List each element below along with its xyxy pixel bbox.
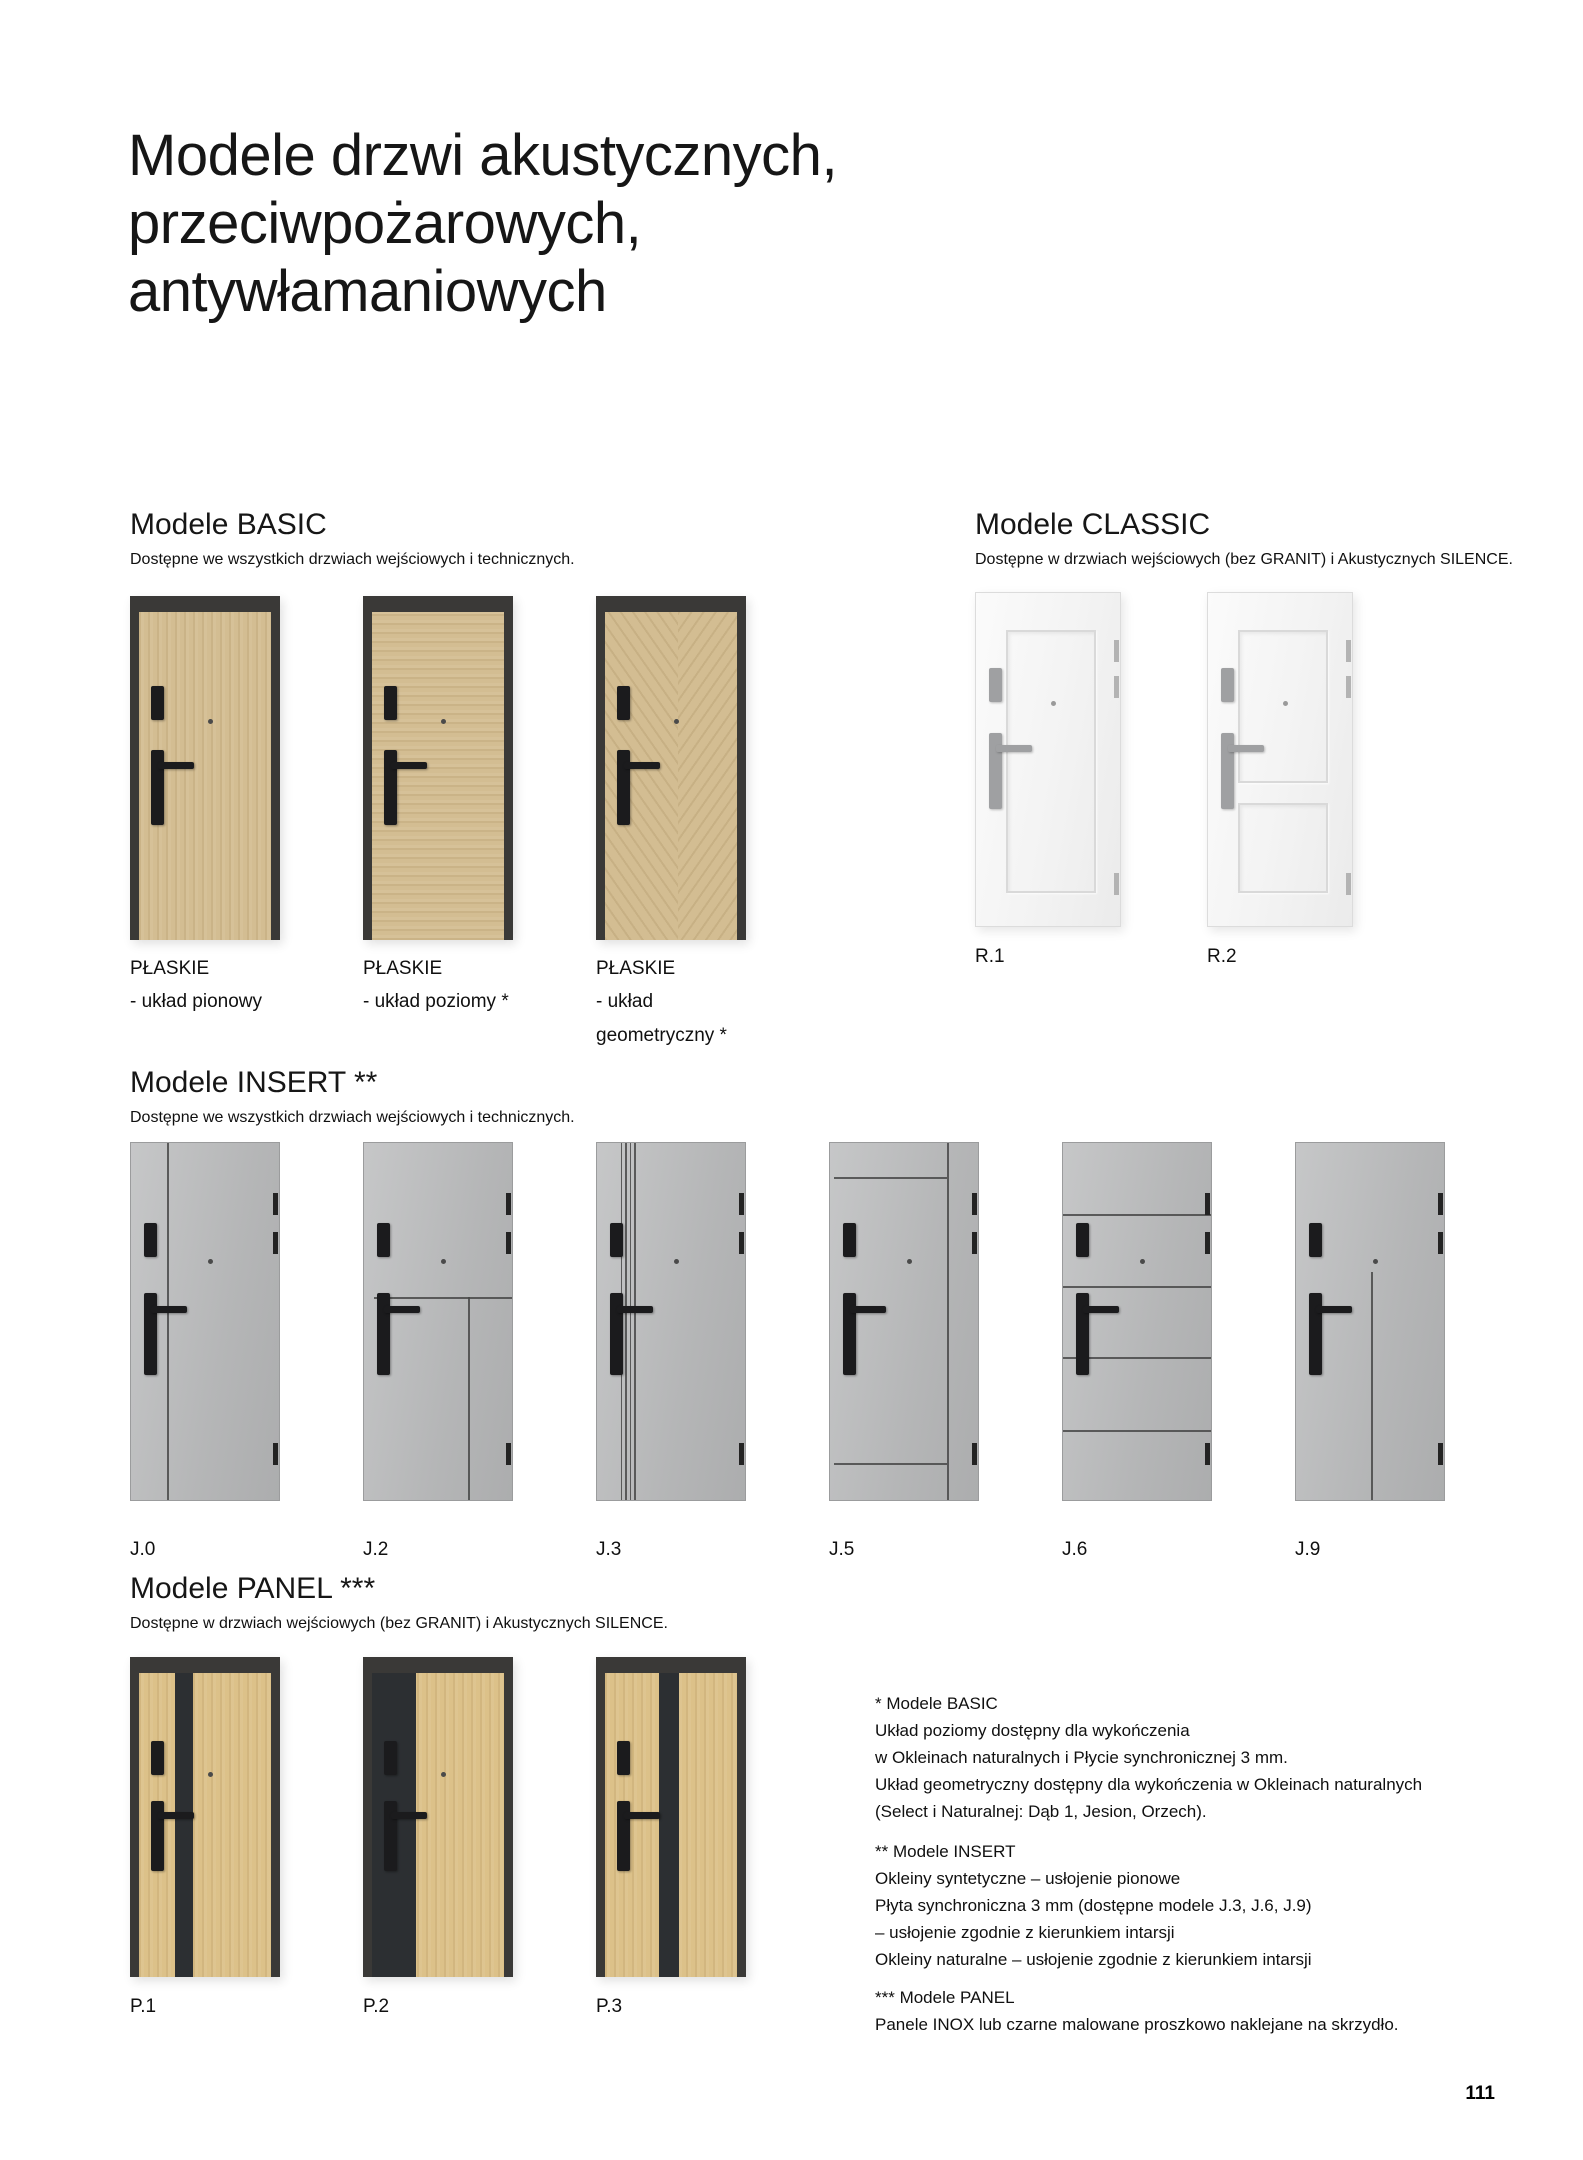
footnote-line: Układ geometryczny dostępny dla wykończenia w Okleinach naturalnych [875,1775,1423,1794]
page-number: 111 [1465,2083,1495,2104]
door-image-basic-geometric [596,596,746,940]
door-groove [1063,1430,1211,1432]
door-leaf [829,1142,979,1501]
door-panel-molding [1238,803,1327,893]
section-heading-panel: Modele PANEL *** [130,1572,376,1605]
hinge-icon [273,1193,278,1215]
page-title [128,122,837,326]
door-label: J.0 [130,1539,156,1560]
hinge-icon [273,1443,278,1465]
door-lock-icon [617,1741,630,1775]
door-leaf [975,592,1121,927]
peephole-icon [441,719,446,724]
hinge-icon [1438,1443,1443,1465]
hinge-icon [972,1232,977,1254]
hinge-icon [1114,873,1119,895]
door-figure-classic-r2 [1207,592,1353,973]
hinge-icon [739,1193,744,1215]
door-handle-lever-icon [1228,745,1264,752]
door-panel-molding [1006,630,1095,893]
door-handle-lever-icon [850,1306,886,1313]
footnote-basic [875,1690,1422,1825]
door-leaf [130,1657,280,1977]
door-lock-icon [1076,1223,1089,1257]
door-leaf [363,1657,513,1977]
door-figure-basic-vertical [130,596,280,1019]
door-model-desc: - układ poziomy * [363,991,509,1013]
door-image-insert-j3 [596,1142,746,1501]
door-lock-icon [151,1741,164,1775]
hinge-icon [1114,676,1119,698]
peephole-icon [208,1259,213,1264]
hinge-icon [1346,640,1351,662]
peephole-icon [208,719,213,724]
door-figure-basic-geometric [596,596,746,1052]
door-handle-lever-icon [158,762,194,769]
section-heading-classic: Modele CLASSIC [975,508,1211,541]
door-label: J.2 [363,1539,389,1560]
door-groove [634,1143,636,1500]
door-groove [1371,1272,1373,1500]
door-leaf [596,596,746,940]
door-label: J.5 [829,1539,855,1560]
footnote-line: * Modele BASIC [875,1694,998,1713]
door-model-name: PŁASKIE [363,958,443,979]
hinge-icon [739,1232,744,1254]
footnote-line: Panele INOX lub czarne malowane proszkowo naklejane na skrzydło. [875,2015,1399,2034]
hinge-icon [972,1193,977,1215]
door-leaf [130,596,280,940]
section-subheading-basic: Dostępne we wszystkich drzwiach wejściowych i technicznych. [130,551,575,568]
peephole-icon [1373,1259,1378,1264]
hinge-icon [506,1232,511,1254]
peephole-icon [441,1259,446,1264]
door-groove [374,1297,512,1299]
door-image-classic-r2 [1207,592,1353,927]
door-handle-lever-icon [624,762,660,769]
door-figure-insert-j0 [130,1142,280,1566]
door-groove [1063,1214,1211,1216]
door-label: P.3 [596,1996,623,2017]
door-leaf [363,1142,513,1501]
door-leaf [1062,1142,1212,1501]
door-figure-insert-j3 [596,1142,746,1566]
door-figure-insert-j2 [363,1142,513,1566]
peephole-icon [907,1259,912,1264]
door-label: R.2 [1207,946,1237,967]
door-handle-lever-icon [624,1812,660,1819]
door-groove [947,1143,949,1500]
door-figure-panel-p1 [130,1657,280,2023]
peephole-icon [674,1259,679,1264]
peephole-icon [1140,1259,1145,1264]
page-title-line-3: antywłamaniowych [128,259,607,324]
section-subheading-classic: Dostępne w drzwiach wejściowych (bez GRANIT) i Akustycznych SILENCE. [975,551,1513,568]
hinge-icon [1205,1232,1210,1254]
door-lock-icon [1309,1223,1322,1257]
hinge-icon [739,1443,744,1465]
door-handle-lever-icon [391,762,427,769]
door-label: P.1 [130,1996,157,2017]
door-model-name: PŁASKIE [130,958,210,979]
door-figure-panel-p2 [363,1657,513,2023]
door-lock-icon [377,1223,390,1257]
door-leaf [596,1142,746,1501]
door-panel-molding [1238,630,1327,784]
door-label: J.9 [1295,1539,1321,1560]
door-image-basic-horizontal [363,596,513,940]
door-image-insert-j6 [1062,1142,1212,1501]
footnote-line: Płyta synchroniczna 3 mm (dostępne modele J.3, J.6, J.9) [875,1896,1312,1915]
door-label: J.3 [596,1539,622,1560]
door-groove [167,1143,169,1500]
section-subheading-insert: Dostępne we wszystkich drzwiach wejściowych i technicznych. [130,1109,575,1126]
door-leaf [363,596,513,940]
footnote-line: Układ poziomy dostępny dla wykończenia [875,1721,1190,1740]
door-image-panel-p1 [130,1657,280,1977]
footnote-line: (Select i Naturalnej: Dąb 1, Jesion, Orzech). [875,1802,1207,1821]
door-groove [468,1297,470,1501]
door-label: J.6 [1062,1539,1088,1560]
door-image-insert-j9 [1295,1142,1445,1501]
door-handle-lever-icon [151,1306,187,1313]
door-groove [1063,1286,1211,1288]
hinge-icon [1346,873,1351,895]
door-lock-icon [843,1223,856,1257]
door-lock-icon [617,686,630,720]
footnote-line: – usłojenie zgodnie z kierunkiem intarsji [875,1923,1175,1942]
footnote-panel [875,1984,1399,2038]
door-handle-lever-icon [617,1306,653,1313]
door-image-insert-j0 [130,1142,280,1501]
hinge-icon [1205,1193,1210,1215]
peephole-icon [208,1772,213,1777]
hinge-icon [1438,1193,1443,1215]
door-image-panel-p2 [363,1657,513,1977]
door-handle-lever-icon [391,1812,427,1819]
door-label: R.1 [975,946,1005,967]
door-black-panel [175,1673,193,1977]
footnote-line: Okleiny syntetyczne – usłojenie pionowe [875,1869,1181,1888]
door-handle-lever-icon [996,745,1032,752]
footnote-line: *** Modele PANEL [875,1988,1015,2007]
door-figure-basic-horizontal [363,596,513,1019]
door-leaf [1295,1142,1445,1501]
door-groove [625,1143,627,1500]
door-image-insert-j2 [363,1142,513,1501]
door-black-panel [659,1673,679,1977]
door-groove [834,1463,947,1465]
footnote-insert [875,1838,1312,1973]
door-lock-icon [151,686,164,720]
footnote-line: w Okleinach naturalnych i Płycie synchronicznej 3 mm. [875,1748,1288,1767]
door-lock-icon [989,668,1002,702]
door-image-insert-j5 [829,1142,979,1501]
door-figure-classic-r1 [975,592,1121,973]
hinge-icon [506,1443,511,1465]
door-leaf [1207,592,1353,927]
hinge-icon [273,1232,278,1254]
footnote-line: ** Modele INSERT [875,1842,1016,1861]
door-lock-icon [384,686,397,720]
hinge-icon [1438,1232,1443,1254]
door-image-basic-vertical [130,596,280,940]
page-title-line-2: przeciwpożarowych, [128,191,642,256]
door-model-desc: - układ geometryczny * [596,991,727,1046]
door-image-classic-r1 [975,592,1121,927]
hinge-icon [1205,1443,1210,1465]
door-lock-icon [144,1223,157,1257]
door-label: P.2 [363,1996,390,2017]
door-lock-icon [384,1741,397,1775]
door-figure-panel-p3 [596,1657,746,2023]
hinge-icon [506,1193,511,1215]
door-image-panel-p3 [596,1657,746,1977]
door-leaf [130,1142,280,1501]
hinge-icon [1114,640,1119,662]
door-handle-lever-icon [158,1812,194,1819]
peephole-icon [674,719,679,724]
door-groove [834,1177,947,1179]
section-heading-insert: Modele INSERT ** [130,1066,378,1099]
door-lock-icon [1221,668,1234,702]
door-lock-icon [610,1223,623,1257]
door-figure-insert-j9 [1295,1142,1445,1566]
door-model-name: PŁASKIE [596,958,676,979]
footnote-line: Okleiny naturalne – usłojenie zgodnie z kierunkiem intarsji [875,1950,1312,1969]
door-handle-lever-icon [1083,1306,1119,1313]
section-heading-basic: Modele BASIC [130,508,327,541]
page-title-line-1: Modele drzwi akustycznych, [128,123,838,188]
hinge-icon [1346,676,1351,698]
door-model-desc: - układ pionowy [130,991,263,1013]
door-groove [630,1143,632,1500]
door-figure-insert-j5 [829,1142,979,1566]
section-subheading-panel: Dostępne w drzwiach wejściowych (bez GRANIT) i Akustycznych SILENCE. [130,1615,668,1632]
peephole-icon [441,1772,446,1777]
door-figure-insert-j6 [1062,1142,1212,1566]
door-handle-lever-icon [1316,1306,1352,1313]
door-handle-lever-icon [384,1306,420,1313]
hinge-icon [972,1443,977,1465]
door-leaf [596,1657,746,1977]
